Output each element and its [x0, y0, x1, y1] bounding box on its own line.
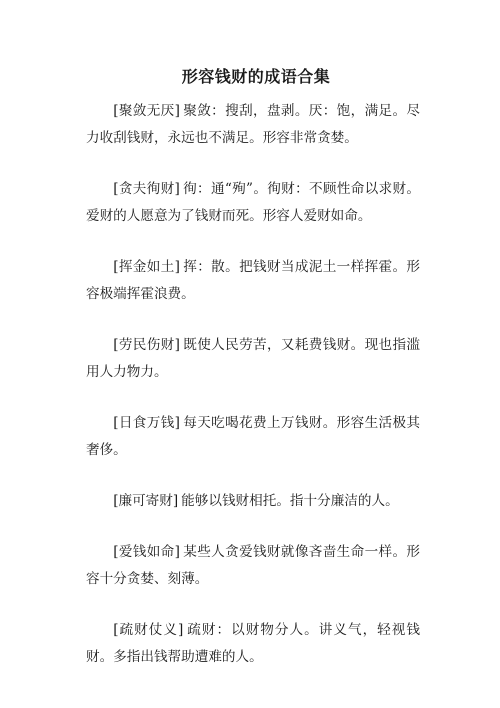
- idiom-list: [86, 98, 420, 671]
- idiom-definition: 疏财：以财物分人。讲义气，轻视钱财。多指出钱帮助遭难的人。: [86, 622, 420, 665]
- idiom-definition: 某些人贪爱钱财就像吝啬生命一样。形容十分贪婪、刻薄。: [86, 544, 421, 587]
- idiom-entry-7: [86, 539, 420, 593]
- idiom-term: [日食万钱]: [113, 415, 180, 431]
- idiom-entry-4: [86, 332, 420, 386]
- document-title: 形容钱财的成语合集: [181, 67, 331, 86]
- idiom-entry-2: [86, 176, 420, 230]
- idiom-entry-3: [86, 254, 420, 308]
- idiom-term: [聚敛无厌]: [113, 103, 180, 119]
- idiom-entry-8: [86, 617, 420, 671]
- idiom-term: [疏财仗义]: [113, 622, 184, 638]
- idiom-entry-5: [86, 410, 420, 464]
- idiom-term: [爱钱如命]: [113, 544, 180, 560]
- idiom-definition: 既使人民劳苦，又耗费钱财。现也指滥用人力物力。: [86, 337, 421, 380]
- idiom-definition: 聚敛：搜刮，盘剥。厌：饱，满足。尽力收刮钱财，永远也不满足。形容非常贪婪。: [86, 103, 421, 146]
- idiom-definition: 每天吃喝花费上万钱财。形容生活极其奢侈。: [86, 415, 421, 458]
- idiom-term: [挥金如土]: [113, 259, 180, 275]
- idiom-definition: 徇：通“殉”。徇财：不顾性命以求财。爱财的人愿意为了钱财而死。形容人爱财如命。: [86, 181, 421, 224]
- idiom-term: [贪夫徇财]: [113, 181, 180, 197]
- idiom-term: [廉可寄财]: [113, 493, 179, 509]
- idiom-definition: 挥：散。把钱财当成泥土一样挥霍。形容极端挥霍浪费。: [86, 259, 421, 302]
- idiom-entry-6: [86, 488, 420, 515]
- idiom-entry-1: [86, 98, 420, 152]
- idiom-definition: 能够以钱财相托。指十分廉洁的人。: [181, 493, 399, 509]
- idiom-term: [劳民伤财]: [113, 337, 180, 353]
